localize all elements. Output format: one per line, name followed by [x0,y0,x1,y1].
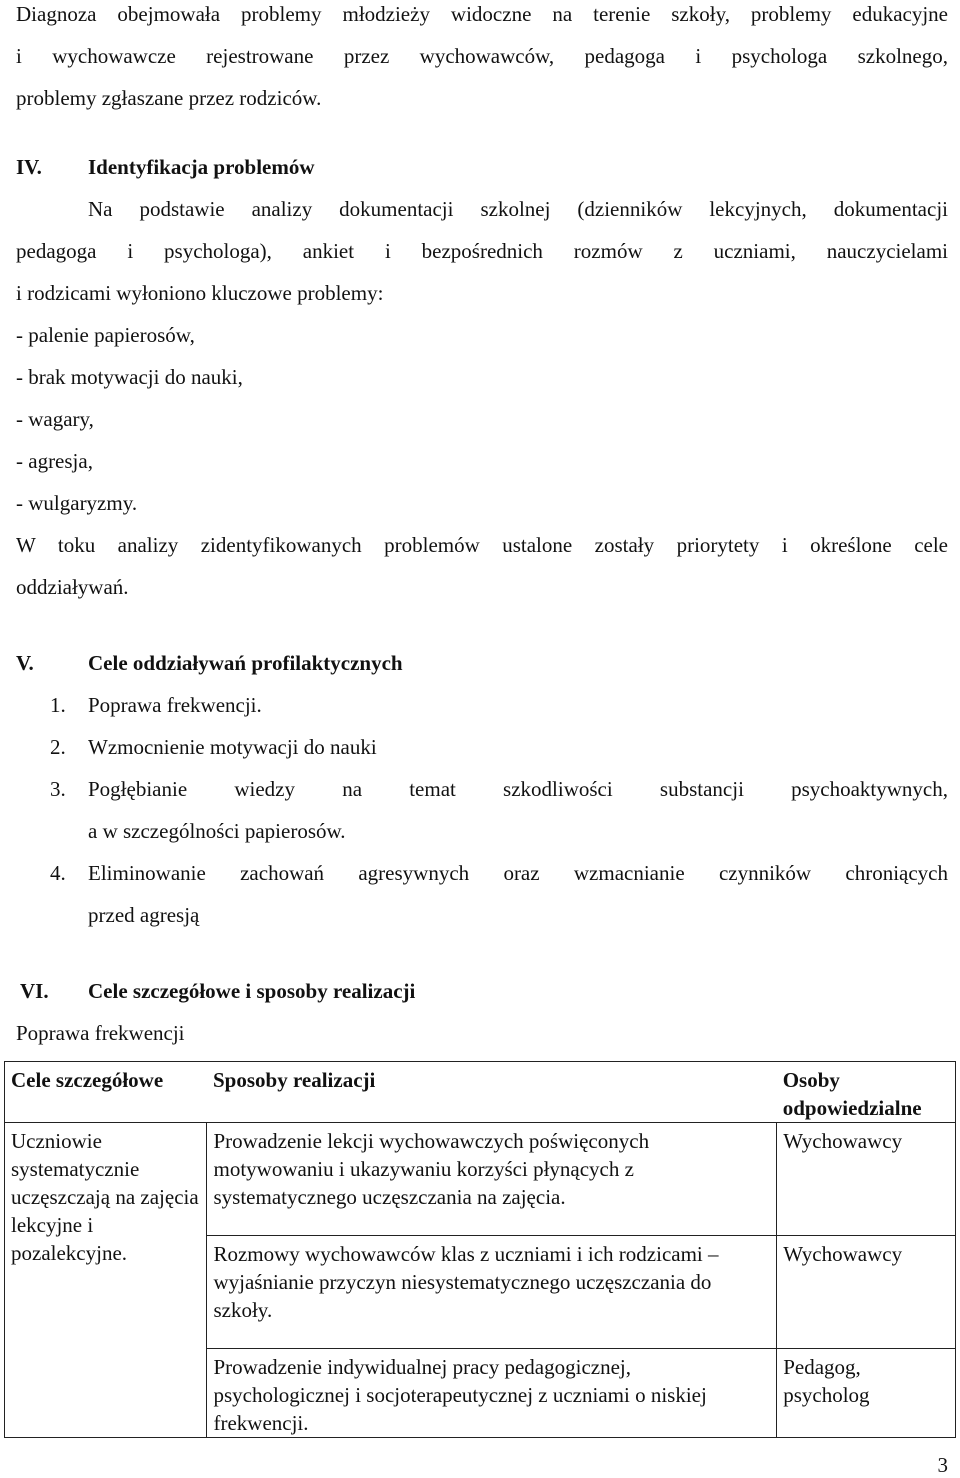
conclusion-line: oddziaływań. [16,575,129,599]
header-responsible: Osoby odpowiedzialne [777,1062,956,1123]
header-methods: Sposoby realizacji [207,1062,777,1123]
problem-item: - palenie papierosów, [16,323,195,347]
problem-item: - wulgaryzmy. [16,491,138,515]
page-number: 3 [937,1453,948,1477]
section-iv [16,146,948,608]
header-goals: Cele szczegółowe [5,1062,207,1123]
goal-item: 1. Poprawa frekwencji. [50,693,262,717]
cell-responsible: Pedagog, psycholog [777,1349,956,1438]
cell-responsible: Wychowawcy [777,1123,956,1236]
section-title: Cele oddziaływań profilaktycznych [88,651,403,675]
section-subtitle: Poprawa frekwencji [16,1021,185,1045]
plan-table [4,1061,956,1438]
section-heading [16,642,948,684]
table-row [5,1123,956,1236]
goal-item: 2. Wzmocnienie motywacji do nauki [50,735,377,759]
problem-item: - agresja, [16,449,93,473]
paragraph-line: pedagoga i psychologa), ankiet i bezpośrednich rozmów z uczniami, nauczycielami [16,239,948,263]
intro-line: i wychowawcze rejestrowane przez wychowawców, pedagoga i psychologa szkolnego, [16,44,948,68]
goal-item: 4. Eliminowanie zachowań agresywnych oraz wzmacnianie czynników chroniących przed agresją [50,861,948,927]
paragraph-line: Na podstawie analizy dokumentacji szkolnej (dzienników lekcyjnych, dokumentacji [88,197,948,221]
problem-item: - brak motywacji do nauki, [16,365,243,389]
section-vi [16,970,948,1054]
table-header-row [5,1062,956,1123]
section-number: IV. [16,155,42,179]
cell-goal: Uczniowie systematycznie uczęszczają na zajęcia lekcyjne i pozalekcyjne. [5,1123,207,1438]
cell-method: Rozmowy wychowawców klas z uczniami i ich rodzicami – wyjaśnianie przyczyn niesystematycznego uczęszczania do szkoły. [207,1236,777,1349]
section-heading [16,970,948,1012]
intro-line: Diagnoza obejmowała problemy młodzieży widoczne na terenie szkoły, problemy edukacyjne [16,2,948,26]
paragraph-line: i rodzicami wyłoniono kluczowe problemy: [16,281,384,305]
section-number: V. [16,651,34,675]
cell-method: Prowadzenie indywidualnej pracy pedagogicznej, psychologicznej i socjoterapeutycznej z uczniami o niskiej frekwencji. [207,1349,777,1438]
section-title: Identyfikacja problemów [88,155,315,179]
conclusion-line: W toku analizy zidentyfikowanych problemów ustalone zostały priorytety i określone cele [16,533,948,557]
cell-responsible: Wychowawcy [777,1236,956,1349]
section-number: VI. [20,979,49,1003]
section-title: Cele szczegółowe i sposoby realizacji [88,979,416,1003]
cell-method: Prowadzenie lekcji wychowawczych poświęconych motywowaniu i ukazywaniu korzyści płynących z systematycznego uczęszczania na zajęcia. [207,1123,777,1236]
goal-item: 3. Pogłębianie wiedzy na temat szkodliwości substancji psychoaktywnych, a w szczególności papierosów. [50,777,948,843]
intro-paragraph [16,0,948,119]
section-heading [16,146,948,188]
section-v [16,642,948,936]
problem-item: - wagary, [16,407,94,431]
intro-line: problemy zgłaszane przez rodziców. [16,86,322,110]
